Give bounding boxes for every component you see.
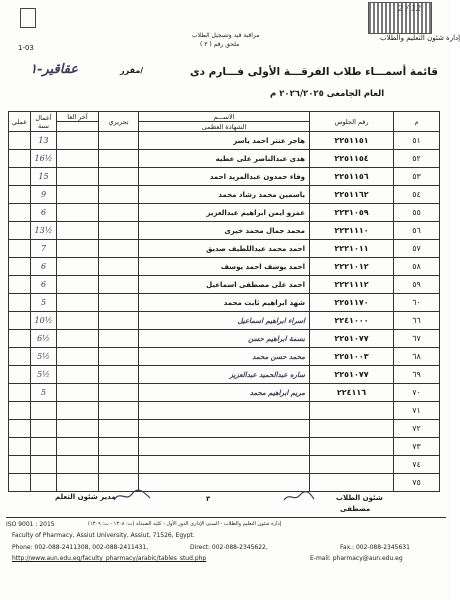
handwritten-name: اسراء ابراهيم اسماعيل	[139, 312, 310, 330]
year-work-mark	[31, 420, 57, 438]
year-work-mark: 5½	[31, 348, 57, 366]
practical-cell	[9, 348, 31, 366]
written-cell	[99, 204, 139, 222]
table-row	[9, 222, 440, 240]
seat-number: ٢٢٥١١٥٤	[310, 150, 394, 168]
written-cell	[99, 150, 139, 168]
table-row	[9, 150, 440, 168]
table-row	[9, 366, 440, 384]
student-name	[139, 402, 310, 420]
table-row	[9, 384, 440, 402]
student-name: محمد جمال محمد خيرى	[139, 222, 310, 240]
table-row	[9, 456, 440, 474]
written-cell	[99, 366, 139, 384]
extra-cell	[57, 258, 99, 276]
practical-cell	[9, 438, 31, 456]
row-number: ٦٩	[394, 366, 440, 384]
practical-cell	[9, 294, 31, 312]
row-number: ٦٧	[394, 330, 440, 348]
row-number: ٧٣	[394, 438, 440, 456]
practical-cell	[9, 132, 31, 150]
header-center-line2: ملحق رقم ( ٣ )	[200, 41, 240, 48]
footer-divider	[6, 517, 446, 518]
seat-number: ٢٢٥١٠٧٧	[310, 330, 394, 348]
table-row	[9, 276, 440, 294]
written-cell	[99, 420, 139, 438]
year-work-header: أعمال سنة	[31, 112, 57, 132]
practical-cell	[9, 474, 31, 492]
student-name: احمد يوسف احمد يوسف	[139, 258, 310, 276]
year-work-mark: 13½	[31, 222, 57, 240]
written-cell	[99, 456, 139, 474]
written-cell	[99, 384, 139, 402]
blank-subheader	[57, 122, 99, 132]
row-number: ٥١	[394, 132, 440, 150]
num-header: م	[394, 112, 440, 132]
written-cell	[99, 438, 139, 456]
website-link[interactable]: http://www.aun.edu.eg/faculty_pharmacy/arabic/tables_stud.php	[12, 555, 207, 562]
student-name	[139, 420, 310, 438]
row-number: ٦٦	[394, 312, 440, 330]
year-work-mark	[31, 402, 57, 420]
year-work-mark	[31, 438, 57, 456]
student-name: شهد ابراهيم ثابت محمد	[139, 294, 310, 312]
faculty-address: Faculty of Pharmacy, Assiut University, Assiut, 71526, Egypt.	[12, 532, 195, 539]
written-cell	[99, 258, 139, 276]
student-name: احمد على مصطفى اسماعيل	[139, 276, 310, 294]
student-name	[139, 456, 310, 474]
right-signature-name: مصطفى	[340, 505, 371, 513]
table-row	[9, 258, 440, 276]
row-number: ٧٤	[394, 456, 440, 474]
handwritten-name: ساره عبدالحميد عبدالعزيز	[139, 366, 310, 384]
seat-number: ٢٢٥١١٧٠	[310, 294, 394, 312]
extra-cell	[57, 168, 99, 186]
written-cell	[99, 132, 139, 150]
extra-cell	[57, 366, 99, 384]
seat-number: ٢٢٥١١٦٢	[310, 186, 394, 204]
practical-cell	[9, 456, 31, 474]
practical-cell	[9, 186, 31, 204]
year-work-mark: 6	[31, 204, 57, 222]
document-title: قائمة أسمـــاء طلاب الفرقـــة الأولى فـــارم دى	[190, 66, 439, 78]
seat-number: ٢٢٢١١١٢	[310, 276, 394, 294]
extra-cell	[57, 402, 99, 420]
seat-number: ٢٢٥١١٥١	[310, 132, 394, 150]
row-number: ٧٥	[394, 474, 440, 492]
seat-number	[310, 402, 394, 420]
extra-cell	[57, 330, 99, 348]
year-work-mark: 6	[31, 258, 57, 276]
seat-number	[310, 474, 394, 492]
student-name: احمد محمد عبداللطيف صديق	[139, 240, 310, 258]
seat-number: ٢٢٣١١١٠	[310, 222, 394, 240]
email-address[interactable]: E-mail: pharmacy@aun.edu.eg	[310, 555, 403, 562]
student-name: وفاء حمدون عبدالمريد احمد	[139, 168, 310, 186]
corner-page-number: 2 / 12	[398, 4, 422, 13]
row-number: ٥٩	[394, 276, 440, 294]
extra-cell	[57, 474, 99, 492]
seat-number: ٢٢٣١٠٥٩	[310, 204, 394, 222]
seat-header: رقم الجلوس	[310, 112, 394, 132]
seat-number	[310, 456, 394, 474]
academic-year: العام الجامعى ٢٠٢٦/٢٠٢٥ م	[270, 89, 385, 99]
year-work-mark: 5	[31, 294, 57, 312]
table-row	[9, 168, 440, 186]
year-work-mark: 7	[31, 240, 57, 258]
extra-cell	[57, 456, 99, 474]
handwritten-name: محمد حسن محمد	[139, 348, 310, 366]
left-signature-scribble	[112, 488, 152, 504]
row-number: ٦٠	[394, 294, 440, 312]
year-work-mark: 13	[31, 132, 57, 150]
student-name: هدى عبدالناصر على عطيه	[139, 150, 310, 168]
practical-cell	[9, 168, 31, 186]
handwritten-name: بسمة ابراهيم حسن	[139, 330, 310, 348]
year-work-mark: 9	[31, 186, 57, 204]
student-name: ياسمين محمد رشاد محمد	[139, 186, 310, 204]
row-number: ٥٧	[394, 240, 440, 258]
seat-number: ٢٢٥١١٥٦	[310, 168, 394, 186]
year-work-mark: 5	[31, 384, 57, 402]
extra-cell	[57, 186, 99, 204]
written-cell	[99, 276, 139, 294]
written-cell	[99, 240, 139, 258]
extra-cell	[57, 384, 99, 402]
seat-number	[310, 420, 394, 438]
year-work-mark: 6½	[31, 330, 57, 348]
right-signature-label: شئون الطلاب	[336, 494, 383, 502]
practical-cell	[9, 312, 31, 330]
practical-cell	[9, 330, 31, 348]
row-number: ٧١	[394, 402, 440, 420]
footer-arabic-address: إدارة شئون التعليم والطلاب - المبنى الإدارى الدور الأول - كلية الصيدلة (ت: ١٣٠٨ - ت: ١٣٠٩)	[88, 521, 282, 527]
iso-label: ISO 9001 : 2015	[6, 521, 55, 528]
extra-cell	[57, 348, 99, 366]
direct-number: Direct: 002-088-2345622,	[190, 544, 268, 551]
extra-cell	[57, 150, 99, 168]
student-list-table	[8, 111, 440, 492]
table-row	[9, 330, 440, 348]
table-row	[9, 474, 440, 492]
row-number: ٥٣	[394, 168, 440, 186]
table-row	[9, 312, 440, 330]
table-row	[9, 204, 440, 222]
table-row	[9, 402, 440, 420]
practical-cell	[9, 366, 31, 384]
seat-number	[310, 438, 394, 456]
year-work-mark: 6	[31, 276, 57, 294]
extra-cell	[57, 240, 99, 258]
header-center-line1: مراقبة قيد وتسجيل الطلاب	[192, 32, 260, 39]
faculty-emblem	[20, 8, 36, 28]
row-number: ٥٤	[394, 186, 440, 204]
seat-number: ٢٢٢١٠١١	[310, 240, 394, 258]
page-number: ٣	[206, 495, 211, 503]
table-row	[9, 294, 440, 312]
cert-header: الشهادة العظمى	[139, 122, 310, 132]
extra-cell	[57, 312, 99, 330]
table-row	[9, 186, 440, 204]
seat-number: ٢٢٥١٠٧٧	[310, 366, 394, 384]
practical-cell	[9, 204, 31, 222]
table-row	[9, 420, 440, 438]
written-cell	[99, 330, 139, 348]
extra-cell	[57, 294, 99, 312]
seat-number: ٢٢٤١١٦	[310, 384, 394, 402]
practical-cell	[9, 420, 31, 438]
practical-cell	[9, 150, 31, 168]
practical-cell	[9, 276, 31, 294]
phone-numbers: Phone: 002-088-2411308, 002-088-2411431,	[12, 544, 149, 551]
extra-cell	[57, 222, 99, 240]
year-work-mark: 16½	[31, 150, 57, 168]
written-cell	[99, 312, 139, 330]
row-number: ٧٠	[394, 384, 440, 402]
extra-cell	[57, 438, 99, 456]
handwritten-name: مريم ابراهيم محمد	[139, 384, 310, 402]
row-number: ٥٨	[394, 258, 440, 276]
seat-number: ٢٢٢١٠١٢	[310, 258, 394, 276]
practical-cell	[9, 240, 31, 258]
seat-number: ٢٢٤١٠٠٠	[310, 312, 394, 330]
year-work-mark: 15	[31, 168, 57, 186]
table-row	[9, 348, 440, 366]
written-cell	[99, 294, 139, 312]
practical-cell	[9, 222, 31, 240]
written-cell	[99, 348, 139, 366]
practical-cell	[9, 402, 31, 420]
student-name: عمرو ايمن ابراهيم عبدالعزيز	[139, 204, 310, 222]
table-row	[9, 240, 440, 258]
table-header-row	[9, 112, 440, 122]
left-signature-label: مدير شئون التعلم	[55, 493, 116, 501]
student-name	[139, 474, 310, 492]
row-number: ٥٢	[394, 150, 440, 168]
year-work-mark	[31, 456, 57, 474]
last-header: آخر العا	[57, 112, 99, 122]
extra-cell	[57, 132, 99, 150]
extra-cell	[57, 420, 99, 438]
row-number: ٦٨	[394, 348, 440, 366]
written-cell	[99, 168, 139, 186]
student-name	[139, 438, 310, 456]
department-name: إدارة شئون التعليم والطلاب	[380, 34, 460, 42]
row-number: ٥٦	[394, 222, 440, 240]
extra-cell	[57, 204, 99, 222]
form-code: 1-03	[18, 44, 34, 52]
name-header: الاســـم	[139, 112, 310, 122]
course-label: مقرر/	[120, 66, 144, 75]
practical-cell	[9, 384, 31, 402]
table-row	[9, 438, 440, 456]
practical-cell	[9, 258, 31, 276]
table-row	[9, 132, 440, 150]
student-name: هاجر عنتر احمد ياسر	[139, 132, 310, 150]
course-name: عقاقير-١	[30, 62, 78, 77]
seat-number: ٢٢٥١٠٠٣	[310, 348, 394, 366]
year-work-mark: 5½	[31, 366, 57, 384]
fax-number: Fax.: 002-088-2345631	[340, 544, 410, 551]
written-cell	[99, 402, 139, 420]
row-number: ٥٥	[394, 204, 440, 222]
written-cell	[99, 186, 139, 204]
practical-header: عملي	[9, 112, 31, 132]
year-work-mark: 10½	[31, 312, 57, 330]
extra-cell	[57, 276, 99, 294]
written-cell	[99, 222, 139, 240]
row-number: ٧٢	[394, 420, 440, 438]
right-signature-scribble	[282, 490, 316, 504]
year-work-mark	[31, 474, 57, 492]
written-header: تحريري	[99, 112, 139, 132]
